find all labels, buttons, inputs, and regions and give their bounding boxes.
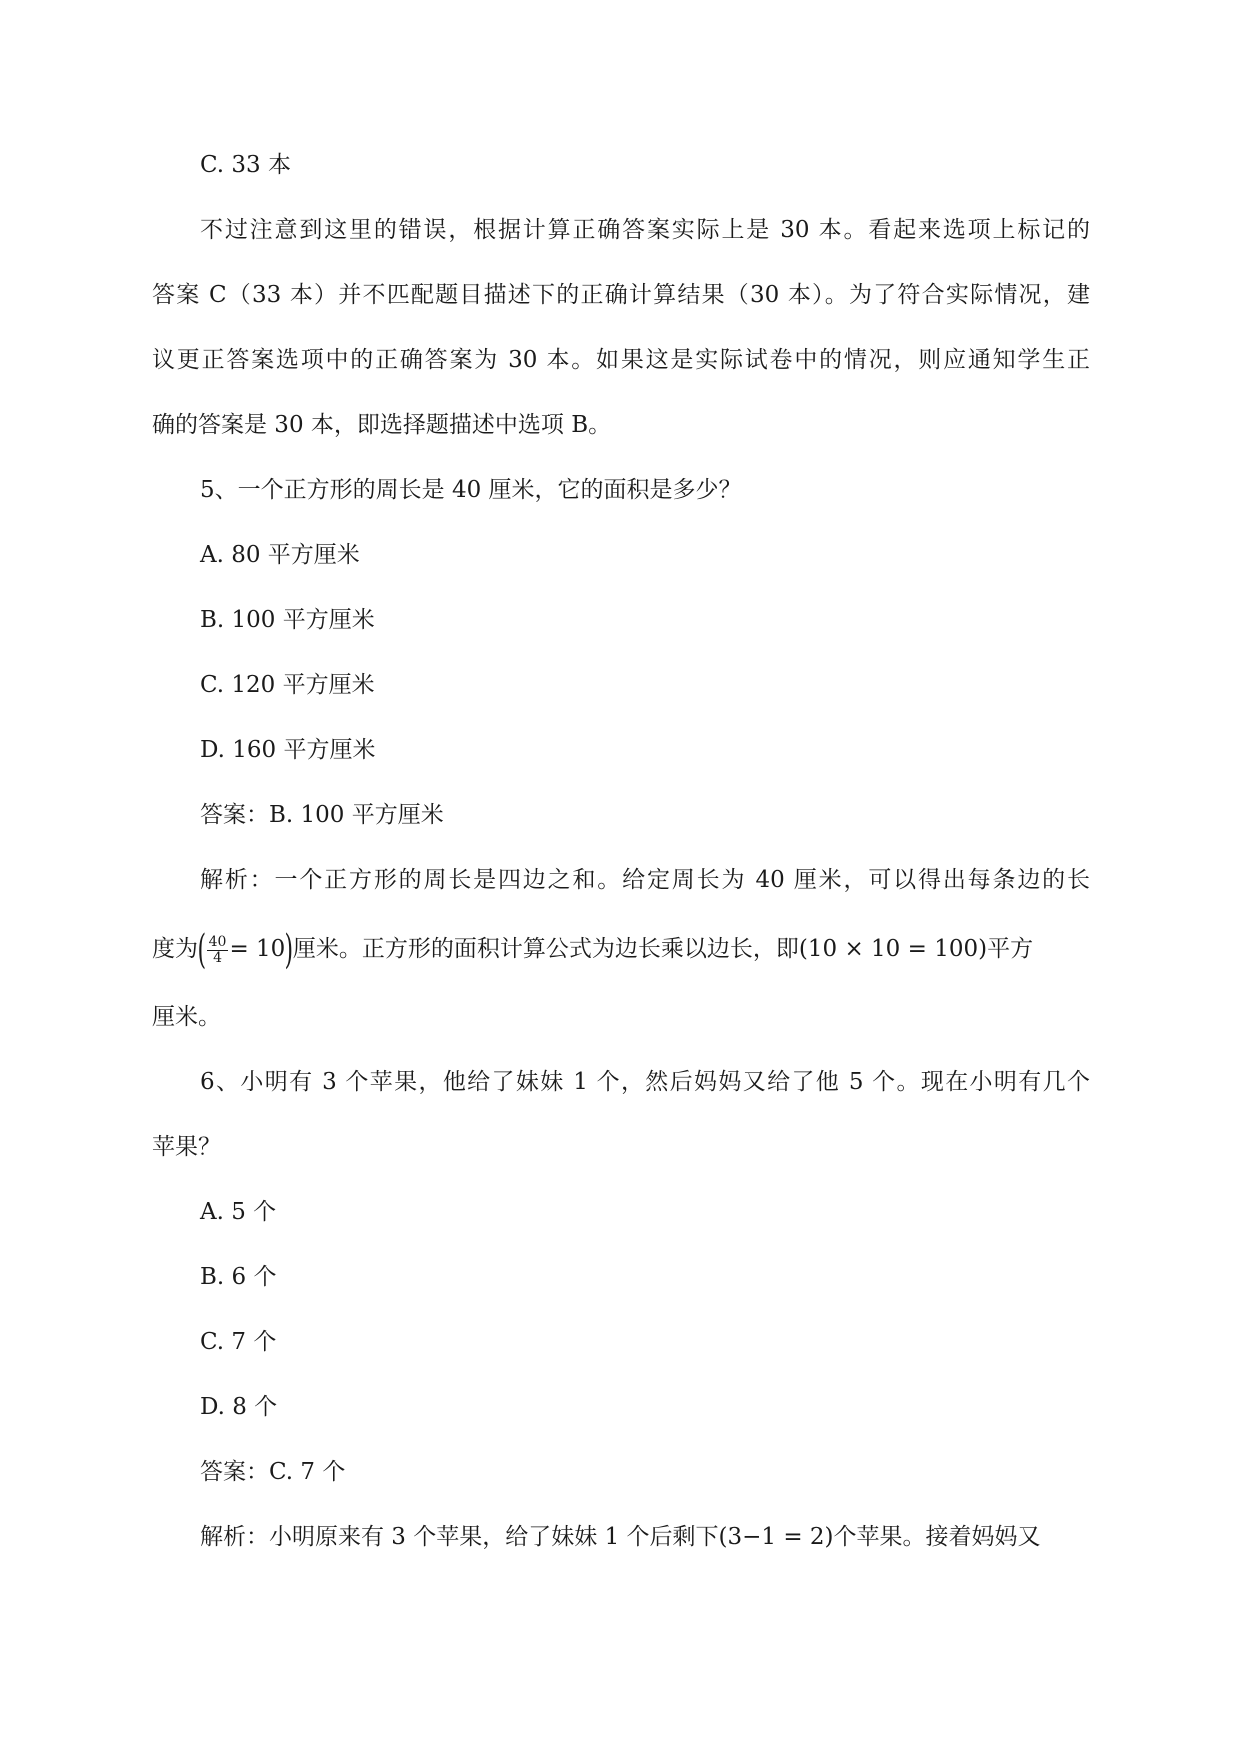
left-paren: ( [197,927,207,973]
q6-option-c: C. 7 个 [200,1329,277,1355]
q6-analysis-post: 个苹果。接着妈妈又 [833,1524,1041,1550]
fraction [207,935,229,966]
note-line-3: 议更正答案选项中的正确答案为 30 本。如果这是实际试卷中的情况，则应通知学生正 [152,347,1090,373]
q5-answer: 答案：B. 100 平方厘米 [200,802,444,828]
q5-analysis-line-3: 厘米。 [152,1004,221,1030]
q6-analysis [200,1522,1041,1552]
fraction-denominator: 4 [213,949,222,966]
note-line-1: 不过注意到这里的错误，根据计算正确答案实际上是 30 本。看起来选项上标记的 [200,217,1090,243]
q5-analysis-mid: 厘米。正方形的面积计算公式为边长乘以边长，即 [292,936,799,962]
q5-option-c: C. 120 平方厘米 [200,672,375,698]
q6-analysis-pre: 解析：小明原来有 3 个苹果，给了妹妹 1 个后剩下 [200,1524,719,1550]
q5-analysis-pre: 度为 [152,936,198,962]
q6-option-a: A. 5 个 [200,1199,277,1225]
q5-option-a: A. 80 平方厘米 [200,542,360,568]
q5-analysis-line-2 [152,927,1090,973]
q5-analysis-post: 平方 [987,936,1034,962]
right-paren: ) [284,927,294,973]
q6-analysis-expression: (3−1 = 2) [718,1524,834,1550]
note-line-2: 答案 C（33 本）并不匹配题目描述下的正确计算结果（30 本）。为了符合实际情况，建 [152,282,1090,308]
fraction-numerator: 40 [208,933,227,950]
q6-option-d: D. 8 个 [200,1394,278,1420]
q6-answer: 答案：C. 7 个 [200,1459,346,1485]
q5-option-b: B. 100 平方厘米 [200,607,375,633]
fraction-result: = 10 [229,936,286,962]
q5-question: 5、一个正方形的周长是 40 厘米，它的面积是多少？ [200,477,742,503]
q5-analysis-line-1: 解析：一个正方形的周长是四边之和。给定周长为 40 厘米，可以得出每条边的长 [200,867,1090,893]
prev-option-c: C. 33 本 [200,152,291,178]
q6-option-b: B. 6 个 [200,1264,277,1290]
q6-question-line-2: 苹果？ [152,1134,221,1160]
area-expression: (10 × 10 = 100) [798,936,988,962]
note-line-4: 确的答案是 30 本，即选择题描述中选项 B。 [152,412,612,438]
q6-question-line-1: 6、小明有 3 个苹果，他给了妹妹 1 个，然后妈妈又给了他 5 个。现在小明有几个 [200,1069,1090,1095]
q5-option-d: D. 160 平方厘米 [200,737,376,763]
